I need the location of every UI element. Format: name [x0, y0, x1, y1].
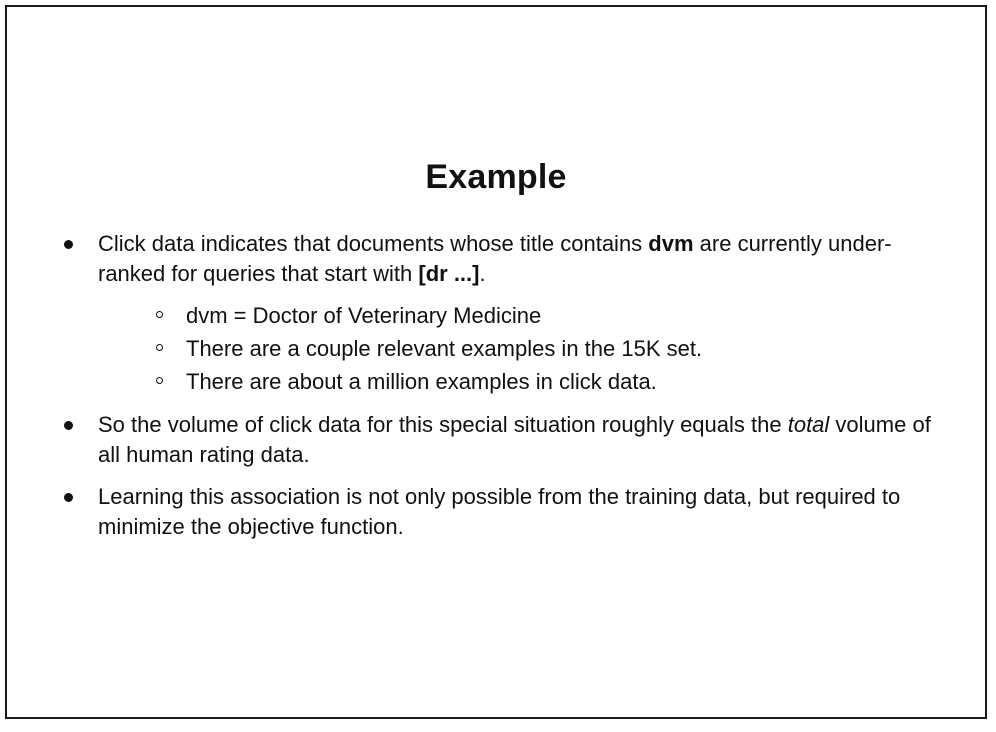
bullet-list — [60, 229, 940, 548]
bullet-dot-icon — [64, 240, 73, 249]
sub-bullet-text: dvm = Doctor of Veterinary Medicine — [186, 303, 542, 328]
sub-bullet-ring-icon — [156, 311, 163, 318]
bullet-item-learning — [60, 482, 940, 542]
sub-bullet-ring-icon — [156, 344, 163, 351]
bold-term-dvm: dvm — [648, 231, 694, 256]
italic-term-total: total — [787, 412, 830, 437]
sub-bullet-ring-icon — [156, 377, 163, 384]
sub-bullet-item — [98, 332, 940, 365]
sub-bullet-item — [98, 299, 940, 332]
bullet-text: . — [479, 261, 486, 286]
bullet-text: Learning this association is not only possible from the training data, but required to minimize the objective function. — [98, 484, 901, 539]
bullet-text: So the volume of click data for this special situation roughly equals the — [98, 412, 788, 437]
bullet-item-volume — [60, 410, 940, 470]
bullet-text: volume of all human rating data. — [98, 412, 931, 467]
bold-term-query: [dr ...] — [418, 261, 480, 286]
slide — [5, 5, 987, 719]
bullet-text: are currently under-ranked for queries that start with — [98, 231, 892, 286]
sub-bullet-item — [98, 365, 940, 398]
slide-title: Example — [425, 158, 567, 196]
sub-bullet-list — [98, 299, 940, 398]
bullet-text: Click data indicates that documents whose title contains — [98, 231, 649, 256]
bullet-item-click-data — [60, 229, 940, 398]
bullet-dot-icon — [64, 493, 73, 502]
sub-bullet-text: There are about a million examples in click data. — [186, 369, 657, 394]
bullet-dot-icon — [64, 421, 73, 430]
sub-bullet-text: There are a couple relevant examples in the 15K set. — [186, 336, 703, 361]
